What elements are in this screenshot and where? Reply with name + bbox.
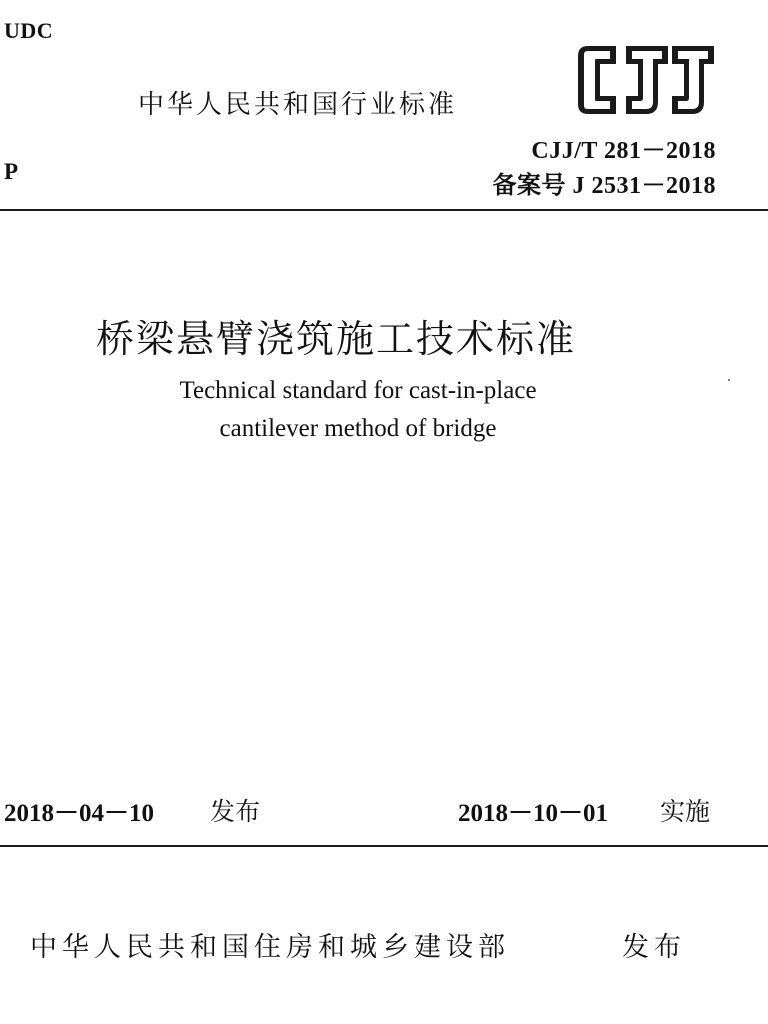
top-divider [0,209,768,211]
standard-number: CJJ/T 281－2018 [531,138,716,164]
title-english-line-2: cantilever method of bridge [219,415,497,442]
speck-mark [728,379,730,381]
udc-code: UDC [4,18,54,43]
category-code: P [4,159,19,184]
publisher-action: 发布 [622,932,686,963]
publisher-name: 中华人民共和国住房和城乡建设部 [30,932,510,963]
industry-standard-heading: 中华人民共和国行业标准 [138,90,458,120]
implementation-date: 2018－10－01 [458,800,609,827]
cjj-logo-graphic [570,40,720,120]
title-chinese: 桥梁悬臂浇筑施工技术标准 [96,317,577,361]
bottom-divider [0,845,768,847]
cjj-logo [570,40,720,120]
title-english-line-1: Technical standard for cast-in-place [179,377,537,404]
record-number: 备案号 J 2531－2018 [492,173,716,199]
issue-label: 发布 [210,797,261,826]
implementation-label: 实施 [660,797,711,826]
issue-date: 2018－04－10 [4,800,155,827]
